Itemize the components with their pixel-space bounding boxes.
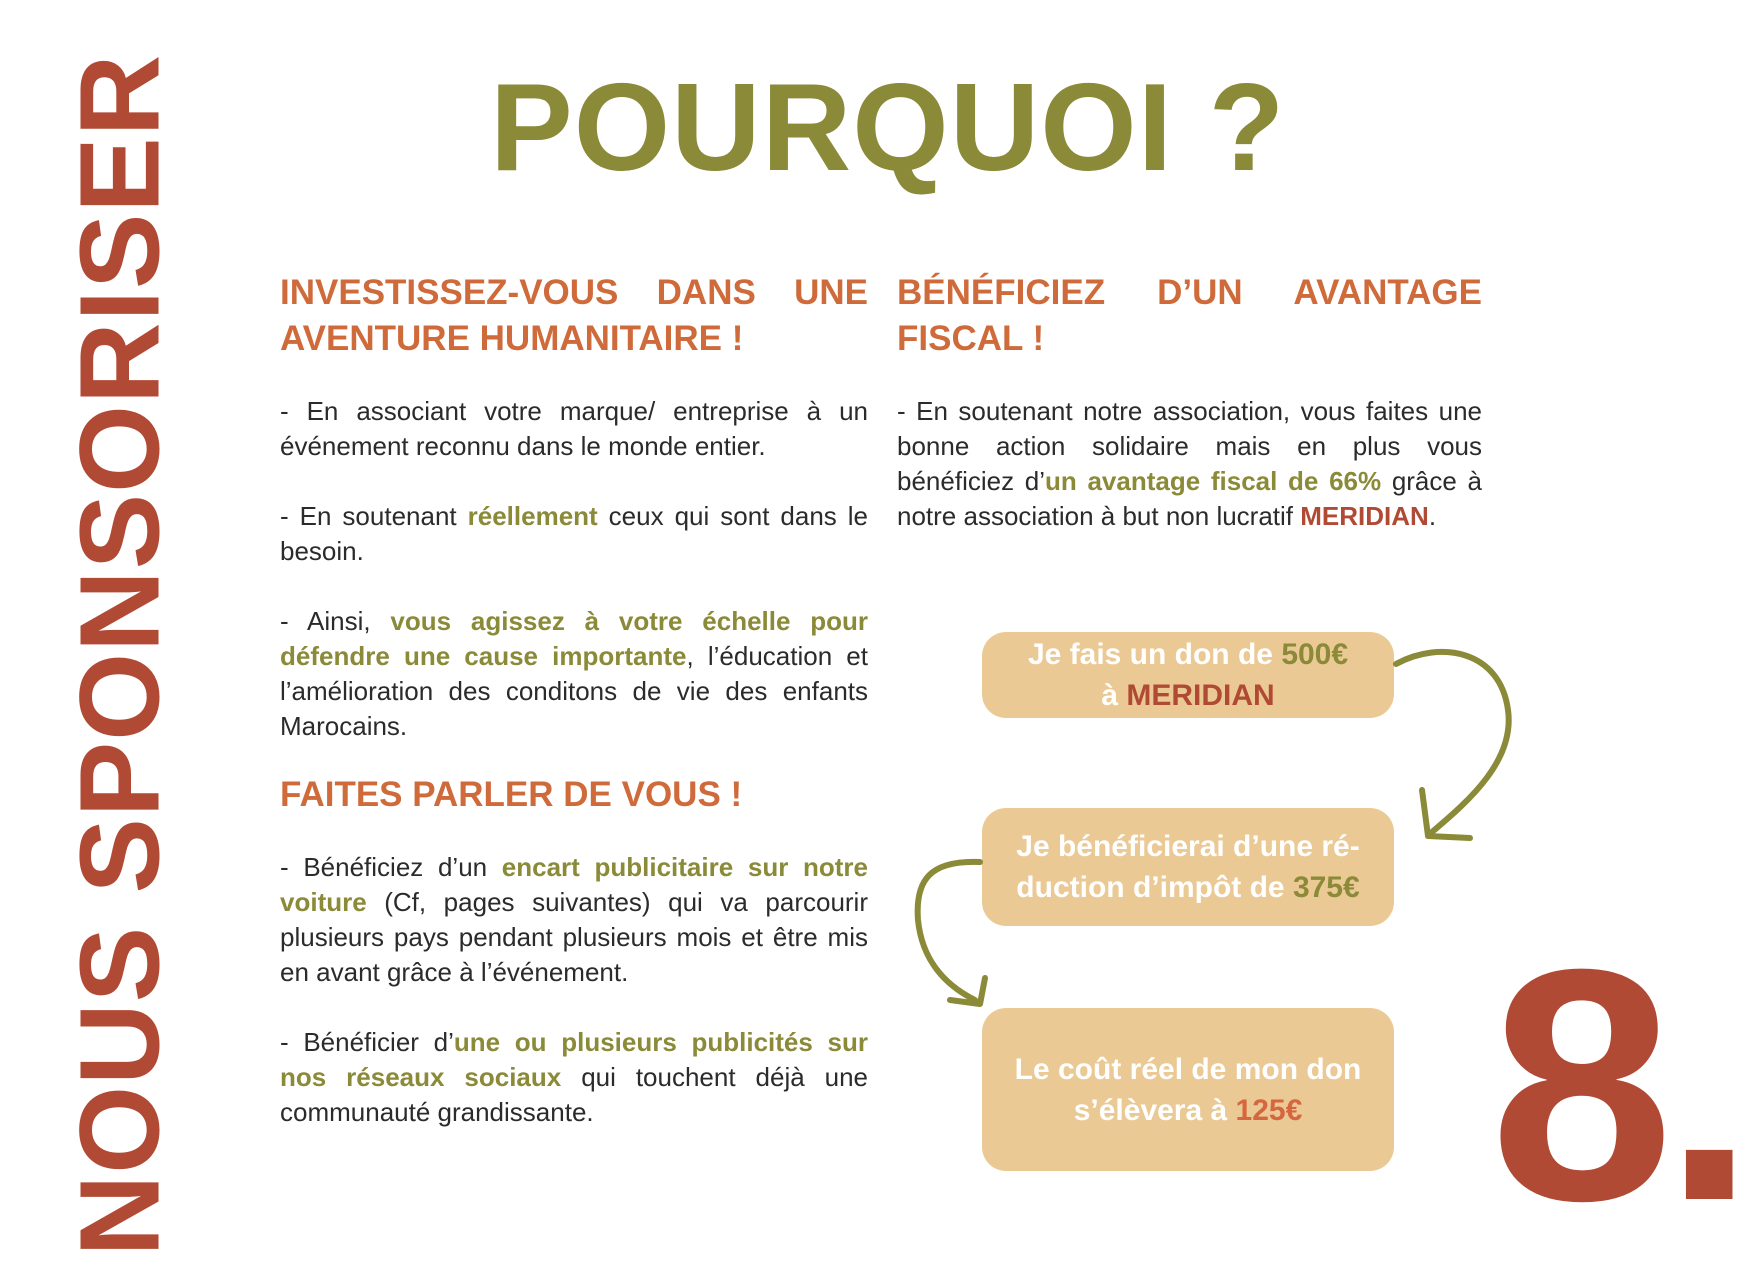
- step-tax-line2: [1016, 867, 1359, 908]
- heading-fiscal-line1: BÉNÉFICIEZ D’UN AVANTAGE: [897, 273, 1482, 312]
- right-column: [897, 270, 1482, 534]
- paragraph-support-text-c: ceux qui sont dans le besoin.: [280, 501, 868, 566]
- heading-fiscal-2: [897, 316, 1482, 362]
- paragraph-social-text-c: qui touchent déjà une communauté grandissante.: [280, 1062, 868, 1127]
- paragraph-cause-text-a: - Ainsi,: [280, 606, 391, 636]
- highlight-fiscal: un avantage fiscal de 66%: [1045, 466, 1382, 496]
- step-real-cost: [982, 1008, 1394, 1171]
- step-tax-amount: 375€: [1292, 871, 1360, 904]
- paragraph-support: [280, 499, 868, 569]
- highlight-reellement: réellement: [467, 501, 598, 531]
- paragraph-fiscal-text-c: grâce à notre association à but non lucratif: [897, 466, 1482, 531]
- step-tax-line1: Je bénéficierai d’une ré-: [1016, 830, 1360, 863]
- highlight-meridian: MERIDIAN: [1300, 501, 1429, 531]
- heading-fiscal-line2: FISCAL !: [897, 319, 1045, 358]
- step-donation-amount: 500€: [1281, 638, 1349, 671]
- step-tax-text-b: duction d’impôt de: [1016, 871, 1293, 904]
- highlight-cause: vous agissez à votre échelle pour défendre une cause importante: [280, 606, 869, 671]
- arrow-curve-right: [1396, 652, 1509, 832]
- step-donation-meridian: MERIDIAN: [1126, 679, 1275, 712]
- heading-humanitarian: [280, 270, 868, 316]
- arrow-head-left: [950, 978, 985, 1004]
- paragraph-social: [280, 1025, 868, 1130]
- heading-talk-about-you: FAITES PARLER DE VOUS !: [280, 775, 743, 814]
- side-title: NOUS SPONSORISER: [56, 53, 183, 1257]
- highlight-social: une ou plusieurs publicités sur nos réseaux sociaux: [280, 1027, 868, 1092]
- heading-humanitarian-2: [280, 316, 868, 362]
- highlight-car-ad: encart publicitaire sur notre voiture: [280, 852, 868, 917]
- heading-humanitarian-line1: INVESTISSEZ-VOUS DANS UNE: [280, 273, 868, 312]
- paragraph-cause-text-c: , l’éducation et l’amélioration des conditons de vie des enfants Marocains.: [280, 641, 868, 741]
- paragraph-car-ad-text-c: (Cf, pages suivantes) qui va parcourir plusieurs pays pendant plusieurs mois et être mis en avant grâce à l’événement.: [280, 887, 868, 987]
- paragraph-fiscal-text-a: - En soutenant notre association, vous faites une bonne action solidaire mais en plus vous bénéficiez d’: [897, 396, 1482, 496]
- heading-humanitarian-line2: AVENTURE HUMANITAIRE !: [280, 319, 744, 358]
- paragraph-fiscal: [897, 394, 1482, 534]
- step-cost-line1: Le coût réel de mon don: [1014, 1052, 1362, 1086]
- step-cost-amount: 125€: [1235, 1093, 1303, 1127]
- paragraph-social-text-a: - Bénéficier d’: [280, 1027, 454, 1057]
- step-cost-line2: [1074, 1090, 1303, 1131]
- step-tax-reduction: [982, 808, 1394, 926]
- paragraph-brand: - En associant votre marque/ entreprise à un événement reconnu dans le monde entier.: [280, 396, 868, 461]
- step-donation-text-a: Je fais un don de: [1027, 638, 1282, 671]
- arrow-head-right: [1422, 790, 1470, 838]
- step-donation-line1: [1028, 634, 1348, 675]
- page-title: POURQUOI ?: [490, 59, 1286, 197]
- heading-fiscal: [897, 270, 1482, 316]
- step-donation: [982, 632, 1394, 718]
- step-donation-line2: [1101, 675, 1274, 716]
- paragraph-car-ad: [280, 850, 868, 990]
- page-number: 8.: [1490, 900, 1746, 1269]
- paragraph-car-ad-text-a: - Bénéficiez d’un: [280, 852, 502, 882]
- paragraph-support-text-a: - En soutenant: [280, 501, 468, 531]
- left-column: [280, 270, 868, 1130]
- step-donation-text-c: à: [1101, 679, 1127, 712]
- paragraph-cause: [280, 604, 868, 744]
- paragraph-fiscal-text-e: .: [1428, 501, 1437, 531]
- step-cost-text-b: s’élèvera à: [1073, 1093, 1236, 1127]
- arrow-curve-left: [918, 862, 980, 1000]
